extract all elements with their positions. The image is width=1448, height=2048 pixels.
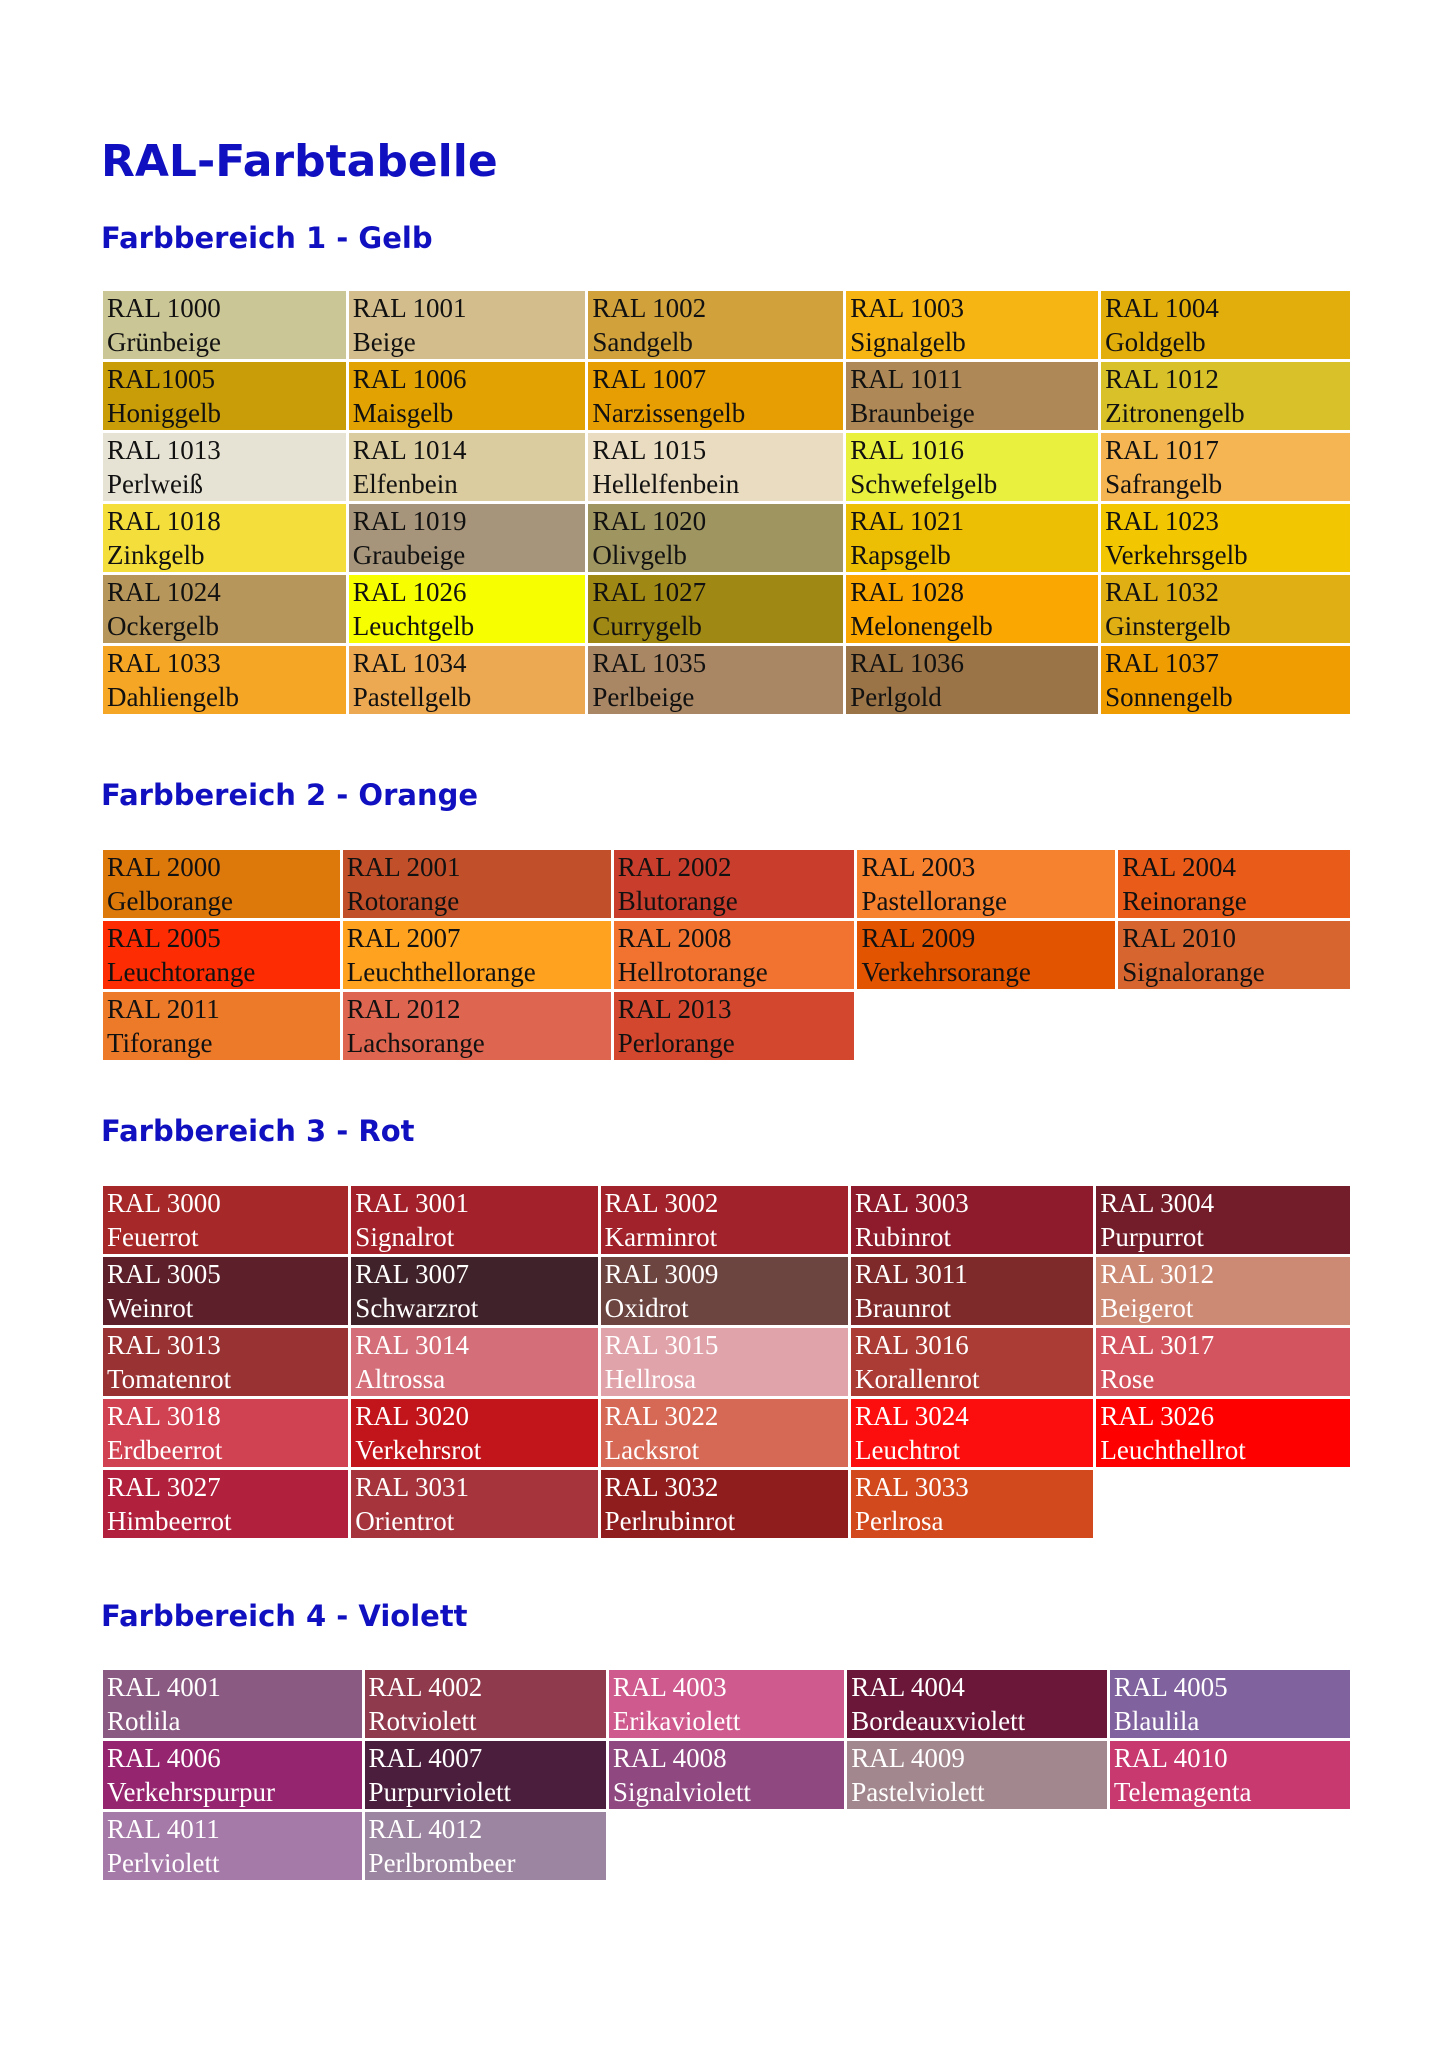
color-swatch-cell: [351, 1328, 597, 1396]
ral-code: RAL 1034: [352, 648, 467, 678]
table-row: [103, 575, 1350, 643]
color-swatch-cell: [349, 362, 586, 430]
color-swatch-cell: [103, 1741, 362, 1809]
ral-name: Perlweiß: [107, 469, 203, 499]
ral-code: RAL 4003: [612, 1672, 727, 1702]
color-swatch-cell: [349, 646, 586, 714]
table-row: [103, 1399, 1350, 1467]
ral-code: RAL 2011: [107, 994, 220, 1024]
ral-name: Rapsgelb: [850, 540, 951, 570]
ral-name: Lacksrot: [604, 1435, 700, 1465]
ral-code: RAL 4002: [368, 1672, 483, 1702]
table-row: [103, 1741, 1350, 1809]
ral-name: Hellelfenbein: [592, 469, 740, 499]
color-table-rot: [100, 1183, 1353, 1541]
ral-code: RAL 1024: [107, 577, 221, 607]
ral-code: RAL 1015: [592, 435, 707, 465]
ral-code: RAL 4001: [107, 1672, 221, 1702]
color-swatch-cell: [601, 1257, 848, 1325]
ral-code: RAL 1006: [352, 364, 467, 394]
ral-code: RAL 3014: [355, 1330, 470, 1360]
color-swatch-cell: [1118, 921, 1350, 989]
section-heading-violett: Farbbereich 4 - Violett: [101, 1599, 468, 1633]
ral-code: RAL 1032: [1105, 577, 1219, 607]
empty-cell: [609, 1812, 844, 1880]
empty-cell: [1118, 992, 1350, 1060]
page-title: RAL-Farbtabelle: [101, 136, 498, 187]
ral-code: RAL 4005: [1113, 1672, 1228, 1702]
color-swatch-cell: [588, 575, 843, 643]
ral-name: Reinorange: [1122, 886, 1247, 916]
color-swatch-cell: [365, 1741, 606, 1809]
color-swatch-cell: [846, 504, 1098, 572]
color-swatch-cell: [609, 1670, 844, 1738]
color-swatch-cell: [846, 362, 1098, 430]
ral-code: RAL 1013: [107, 435, 221, 465]
ral-name: Hellrotorange: [617, 957, 768, 987]
ral-name: Verkehrsrot: [355, 1435, 482, 1465]
ral-code: RAL 3015: [604, 1330, 719, 1360]
color-swatch-cell: [103, 1186, 348, 1254]
ral-code: RAL 3026: [1100, 1401, 1215, 1431]
table-row: [103, 504, 1350, 572]
color-swatch-cell: [851, 1470, 1093, 1538]
color-swatch-cell: [851, 1328, 1093, 1396]
color-swatch-cell: [1101, 362, 1350, 430]
ral-name: Gelborange: [107, 886, 233, 916]
ral-code: RAL 4011: [107, 1814, 220, 1844]
color-swatch-cell: [351, 1399, 597, 1467]
ral-code: RAL 4008: [612, 1743, 727, 1773]
ral-code: RAL 1036: [850, 648, 965, 678]
ral-code: RAL 1000: [107, 293, 221, 323]
color-swatch-cell: [343, 992, 611, 1060]
ral-name: Feuerrot: [107, 1222, 199, 1252]
ral-name: Zitronengelb: [1105, 398, 1245, 428]
ral-name: Sonnengelb: [1105, 682, 1233, 712]
ral-code: RAL 4004: [851, 1672, 965, 1702]
color-swatch-cell: [1096, 1186, 1350, 1254]
ral-code: RAL 1027: [592, 577, 707, 607]
ral-code: RAL 3007: [355, 1259, 470, 1289]
color-swatch-cell: [349, 504, 586, 572]
ral-code: RAL 3002: [604, 1188, 719, 1218]
color-swatch-cell: [851, 1257, 1093, 1325]
table-row: [103, 1670, 1350, 1738]
table-row: [103, 1328, 1350, 1396]
color-swatch-cell: [588, 504, 843, 572]
color-swatch-cell: [846, 291, 1098, 359]
ral-code: RAL 2002: [617, 852, 732, 882]
ral-name: Weinrot: [107, 1293, 194, 1323]
ral-name: Maisgelb: [352, 398, 454, 428]
ral-name: Grünbeige: [107, 327, 221, 357]
section-heading-rot: Farbbereich 3 - Rot: [101, 1114, 415, 1148]
ral-name: Erdbeerrot: [107, 1435, 223, 1465]
ral-name: Purpurviolett: [368, 1777, 512, 1807]
ral-name: Himbeerrot: [107, 1506, 232, 1536]
table-row: [103, 1186, 1350, 1254]
color-swatch-cell: [365, 1812, 606, 1880]
ral-name: Perlgold: [850, 682, 942, 712]
ral-code: RAL 2010: [1122, 923, 1236, 953]
ral-name: Leuchthellorange: [346, 957, 536, 987]
color-swatch-cell: [601, 1399, 848, 1467]
ral-name: Tomatenrot: [107, 1364, 232, 1394]
ral-code: RAL 2003: [861, 852, 976, 882]
ral-name: Schwefelgelb: [850, 469, 998, 499]
color-swatch-cell: [846, 575, 1098, 643]
ral-code: RAL 1017: [1105, 435, 1219, 465]
color-swatch-cell: [588, 433, 843, 501]
empty-cell: [847, 1812, 1107, 1880]
ral-name: Verkehrsorange: [861, 957, 1031, 987]
ral-code: RAL 1004: [1105, 293, 1219, 323]
ral-code: RAL 3033: [855, 1472, 969, 1502]
color-swatch-cell: [614, 992, 855, 1060]
ral-name: Rotorange: [346, 886, 460, 916]
ral-name: Telemagenta: [1113, 1777, 1252, 1807]
color-swatch-cell: [846, 646, 1098, 714]
ral-name: Ginstergelb: [1105, 611, 1231, 641]
ral-name: Verkehrsgelb: [1105, 540, 1248, 570]
section-heading-gelb: Farbbereich 1 - Gelb: [101, 221, 433, 255]
ral-code: RAL 2013: [617, 994, 732, 1024]
ral-code: RAL 3009: [604, 1259, 719, 1289]
ral-name: Rotlila: [107, 1706, 181, 1736]
ral-code: RAL 3020: [355, 1401, 470, 1431]
color-swatch-cell: [103, 1257, 348, 1325]
color-swatch-cell: [614, 921, 855, 989]
table-row: [103, 921, 1350, 989]
ral-name: Tiforange: [107, 1028, 213, 1058]
ral-code: RAL 1023: [1105, 506, 1219, 536]
ral-code: RAL 1011: [850, 364, 964, 394]
ral-code: RAL 1020: [592, 506, 707, 536]
table-row: [103, 433, 1350, 501]
ral-name: Signalviolett: [612, 1777, 751, 1807]
color-swatch-cell: [343, 850, 611, 918]
ral-name: Hellrosa: [604, 1364, 697, 1394]
ral-name: Graubeige: [352, 540, 466, 570]
color-swatch-cell: [1096, 1257, 1350, 1325]
table-row: [103, 850, 1350, 918]
ral-name: Blaulila: [1113, 1706, 1200, 1736]
ral-name: Perlviolett: [107, 1848, 220, 1878]
ral-name: Braunbeige: [850, 398, 975, 428]
ral-code: RAL 4012: [368, 1814, 483, 1844]
table-row: [103, 1812, 1350, 1880]
ral-code: RAL 4007: [368, 1743, 483, 1773]
ral-code: RAL 4006: [107, 1743, 221, 1773]
ral-code: RAL 1033: [107, 648, 221, 678]
ral-name: Signalgelb: [850, 327, 966, 357]
color-swatch-cell: [103, 921, 340, 989]
ral-code: RAL 3013: [107, 1330, 221, 1360]
color-swatch-cell: [103, 1399, 348, 1467]
ral-code: RAL 2007: [346, 923, 461, 953]
ral-name: Rotviolett: [368, 1706, 477, 1736]
table-row: [103, 362, 1350, 430]
ral-name: Braunrot: [855, 1293, 951, 1323]
ral-code: RAL 1014: [352, 435, 467, 465]
color-table-orange: [100, 847, 1353, 1063]
ral-name: Leuchtorange: [107, 957, 256, 987]
empty-cell: [857, 992, 1115, 1060]
color-swatch-cell: [847, 1670, 1107, 1738]
ral-code: RAL 2001: [346, 852, 461, 882]
color-swatch-cell: [103, 1812, 362, 1880]
ral-name: Melonengelb: [850, 611, 993, 641]
ral-name: Elfenbein: [352, 469, 458, 499]
ral-code: RAL1005: [107, 364, 215, 394]
color-swatch-cell: [103, 575, 346, 643]
color-swatch-cell: [103, 291, 346, 359]
color-swatch-cell: [351, 1186, 597, 1254]
ral-name: Ockergelb: [107, 611, 219, 641]
ral-name: Safrangelb: [1105, 469, 1223, 499]
ral-code: RAL 3012: [1100, 1259, 1215, 1289]
ral-code: RAL 1007: [592, 364, 707, 394]
ral-code: RAL 3024: [855, 1401, 969, 1431]
color-swatch-cell: [851, 1399, 1093, 1467]
ral-name: Orientrot: [355, 1506, 455, 1536]
color-swatch-cell: [601, 1328, 848, 1396]
ral-name: Erikaviolett: [612, 1706, 741, 1736]
color-swatch-cell: [1101, 433, 1350, 501]
ral-code: RAL 1018: [107, 506, 221, 536]
color-swatch-cell: [847, 1741, 1107, 1809]
color-swatch-cell: [857, 921, 1115, 989]
color-swatch-cell: [103, 992, 340, 1060]
ral-name: Pastellgelb: [352, 682, 472, 712]
ral-code: RAL 2004: [1122, 852, 1236, 882]
ral-name: Verkehrspurpur: [107, 1777, 275, 1807]
color-swatch-cell: [103, 362, 346, 430]
ral-name: Schwarzrot: [355, 1293, 479, 1323]
ral-code: RAL 3005: [107, 1259, 221, 1289]
table-row: [103, 992, 1350, 1060]
ral-name: Perlbrombeer: [368, 1848, 516, 1878]
table-row: [103, 646, 1350, 714]
color-swatch-cell: [1101, 646, 1350, 714]
ral-name: Rubinrot: [855, 1222, 952, 1252]
color-swatch-cell: [103, 646, 346, 714]
ral-name: Leuchtgelb: [352, 611, 475, 641]
color-swatch-cell: [846, 433, 1098, 501]
color-swatch-cell: [103, 1470, 348, 1538]
ral-name: Perlorange: [617, 1028, 735, 1058]
color-swatch-cell: [103, 433, 346, 501]
ral-name: Altrossa: [355, 1364, 446, 1394]
ral-name: Honiggelb: [107, 398, 221, 428]
ral-code: RAL 4009: [851, 1743, 965, 1773]
color-swatch-cell: [365, 1670, 606, 1738]
color-swatch-cell: [1096, 1399, 1350, 1467]
ral-name: Bordeauxviolett: [851, 1706, 1026, 1736]
ral-name: Leuchthellrot: [1100, 1435, 1246, 1465]
ral-name: Beige: [352, 327, 416, 357]
color-swatch-cell: [351, 1257, 597, 1325]
ral-code: RAL 4010: [1113, 1743, 1228, 1773]
color-swatch-cell: [1110, 1741, 1350, 1809]
color-table-gelb: [100, 288, 1353, 717]
ral-code: RAL 1037: [1105, 648, 1219, 678]
color-swatch-cell: [349, 433, 586, 501]
color-swatch-cell: [857, 850, 1115, 918]
ral-code: RAL 1035: [592, 648, 707, 678]
ral-name: Signalorange: [1122, 957, 1265, 987]
color-swatch-cell: [349, 291, 586, 359]
ral-name: Purpurrot: [1100, 1222, 1204, 1252]
color-swatch-cell: [1101, 504, 1350, 572]
table-row: [103, 1470, 1350, 1538]
ral-name: Currygelb: [592, 611, 702, 641]
ral-name: Narzissengelb: [592, 398, 746, 428]
ral-name: Perlrosa: [855, 1506, 944, 1536]
ral-code: RAL 3000: [107, 1188, 221, 1218]
section-heading-orange: Farbbereich 2 - Orange: [101, 778, 479, 812]
ral-code: RAL 3018: [107, 1401, 221, 1431]
ral-name: Pastelviolett: [851, 1777, 985, 1807]
ral-name: Perlrubinrot: [604, 1506, 736, 1536]
ral-code: RAL 1021: [850, 506, 965, 536]
ral-code: RAL 1012: [1105, 364, 1219, 394]
color-swatch-cell: [343, 921, 611, 989]
color-swatch-cell: [1096, 1328, 1350, 1396]
ral-name: Sandgelb: [592, 327, 693, 357]
color-swatch-cell: [614, 850, 855, 918]
color-swatch-cell: [351, 1470, 597, 1538]
ral-code: RAL 1002: [592, 293, 707, 323]
color-table-violett: [100, 1667, 1353, 1883]
color-swatch-cell: [588, 362, 843, 430]
color-swatch-cell: [588, 291, 843, 359]
ral-code: RAL 3032: [604, 1472, 719, 1502]
empty-cell: [1096, 1470, 1350, 1538]
ral-name: Perlbeige: [592, 682, 695, 712]
ral-code: RAL 2008: [617, 923, 732, 953]
ral-code: RAL 2005: [107, 923, 221, 953]
color-swatch-cell: [1101, 291, 1350, 359]
ral-code: RAL 3031: [355, 1472, 470, 1502]
color-swatch-cell: [103, 850, 340, 918]
ral-name: Signalrot: [355, 1222, 455, 1252]
ral-code: RAL 1001: [352, 293, 467, 323]
ral-code: RAL 3011: [855, 1259, 968, 1289]
empty-cell: [1110, 1812, 1350, 1880]
ral-name: Goldgelb: [1105, 327, 1206, 357]
ral-name: Olivgelb: [592, 540, 687, 570]
ral-code: RAL 1016: [850, 435, 965, 465]
ral-name: Zinkgelb: [107, 540, 205, 570]
ral-name: Beigerot: [1100, 1293, 1194, 1323]
ral-code: RAL 1028: [850, 577, 965, 607]
ral-code: RAL 1019: [352, 506, 467, 536]
ral-code: RAL 3016: [855, 1330, 969, 1360]
ral-code: RAL 3003: [855, 1188, 969, 1218]
color-swatch-cell: [349, 575, 586, 643]
table-row: [103, 1257, 1350, 1325]
color-swatch-cell: [588, 646, 843, 714]
color-swatch-cell: [609, 1741, 844, 1809]
table-row: [103, 291, 1350, 359]
ral-code: RAL 2000: [107, 852, 221, 882]
ral-name: Blutorange: [617, 886, 738, 916]
ral-code: RAL 2009: [861, 923, 976, 953]
ral-name: Lachsorange: [346, 1028, 485, 1058]
ral-name: Leuchtrot: [855, 1435, 960, 1465]
color-swatch-cell: [1110, 1670, 1350, 1738]
color-swatch-cell: [601, 1186, 848, 1254]
color-swatch-cell: [851, 1186, 1093, 1254]
ral-code: RAL 1026: [352, 577, 467, 607]
ral-name: Oxidrot: [604, 1293, 689, 1323]
ral-name: Korallenrot: [855, 1364, 980, 1394]
ral-code: RAL 1003: [850, 293, 965, 323]
ral-name: Karminrot: [604, 1222, 718, 1252]
ral-code: RAL 3001: [355, 1188, 470, 1218]
ral-name: Rose: [1100, 1364, 1155, 1394]
ral-code: RAL 3027: [107, 1472, 221, 1502]
color-swatch-cell: [1118, 850, 1350, 918]
ral-code: RAL 3004: [1100, 1188, 1215, 1218]
color-swatch-cell: [1101, 575, 1350, 643]
ral-code: RAL 3017: [1100, 1330, 1215, 1360]
color-swatch-cell: [601, 1470, 848, 1538]
color-swatch-cell: [103, 504, 346, 572]
ral-code: RAL 2012: [346, 994, 461, 1024]
ral-code: RAL 3022: [604, 1401, 719, 1431]
color-swatch-cell: [103, 1670, 362, 1738]
ral-name: Dahliengelb: [107, 682, 239, 712]
ral-name: Pastellorange: [861, 886, 1007, 916]
color-swatch-cell: [103, 1328, 348, 1396]
